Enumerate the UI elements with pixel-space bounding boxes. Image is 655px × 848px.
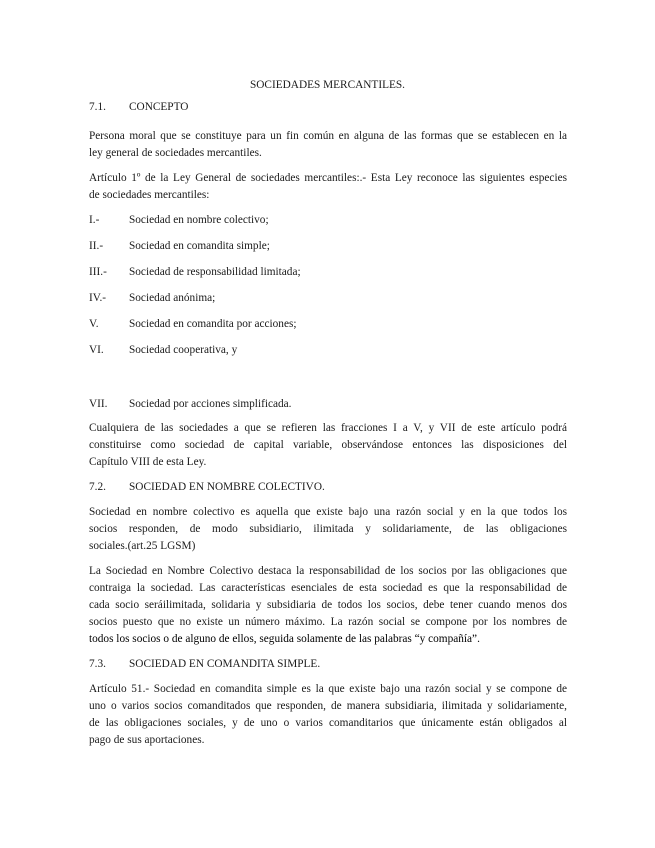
- list-item: Sociedad en comandita por acciones;: [129, 318, 297, 330]
- section-number: 7.3.: [89, 658, 106, 670]
- paragraph-line: cada socio seráilimitada, solidaria y subsidiaria de todos los socios, debe tener cuando menos dos: [89, 599, 567, 611]
- paragraph-line: sociales.(art.25 LGSM): [89, 540, 196, 552]
- paragraph-line: de las obligaciones sociales, y de uno o varios comanditarios que únicamente están obligados al: [89, 717, 567, 729]
- list-number: I.-: [89, 214, 100, 226]
- list-item: Sociedad por acciones simplificada.: [129, 398, 292, 410]
- list-number: II.-: [89, 240, 104, 252]
- list-item: Sociedad en comandita simple;: [129, 240, 270, 252]
- paragraph-line: La Sociedad en Nombre Colectivo destaca la responsabilidad de los socios por las obligaciones que: [89, 565, 567, 577]
- paragraph-line: Capítulo VIII de esta Ley.: [89, 456, 207, 468]
- paragraph-line: contraiga la sociedad. Las características esenciales de esta sociedad es que la responsabilidad de: [89, 582, 567, 594]
- list-item: Sociedad cooperativa, y: [129, 344, 238, 356]
- list-number: V.: [89, 318, 99, 330]
- section-heading: CONCEPTO: [129, 101, 189, 113]
- list-item: Sociedad de responsabilidad limitada;: [129, 266, 301, 278]
- paragraph-line: Persona moral que se constituye para un fin común en alguna de las formas que se establecen en la: [89, 130, 567, 142]
- paragraph-line: socios responden, de modo subsidiario, ilimitada y solidariamente, de las obligaciones: [89, 523, 567, 535]
- paragraph-line: Sociedad en nombre colectivo es aquella que existe bajo una razón social y en la que todos los: [89, 506, 567, 518]
- paragraph-line: Cualquiera de las sociedades a que se refieren las fracciones I a V, y VII de este artículo podrá: [89, 422, 567, 434]
- paragraph-line: Artículo 1º de la Ley General de sociedades mercantiles:.- Esta Ley reconoce las siguientes especies: [89, 172, 567, 184]
- list-number: IV.-: [89, 292, 107, 304]
- paragraph-line: todos los socios o de alguno de ellos, seguida solamente de las palabras “y compañía”.: [89, 633, 480, 645]
- paragraph-line: pago de sus aportaciones.: [89, 734, 205, 746]
- paragraph-line: socios puesto que no existe un número máximo. La razón social se compone por los nombres de: [89, 616, 567, 628]
- list-number: VII.: [89, 398, 108, 410]
- list-item: Sociedad anónima;: [129, 292, 216, 304]
- section-heading: SOCIEDAD EN COMANDITA SIMPLE.: [129, 658, 321, 670]
- list-number: III.-: [89, 266, 107, 278]
- paragraph-line: Artículo 51.- Sociedad en comandita simple es la que existe bajo una razón social y se compone de: [89, 683, 567, 695]
- paragraph-line: de sociedades mercantiles:: [89, 189, 210, 201]
- section-number: 7.2.: [89, 481, 106, 493]
- section-number: 7.1.: [89, 101, 106, 113]
- section-heading: SOCIEDAD EN NOMBRE COLECTIVO.: [129, 481, 325, 493]
- paragraph-line: uno o varios socios comanditados que responden, de manera subsidiaria, ilimitada y solidariamente,: [89, 700, 567, 712]
- list-item: Sociedad en nombre colectivo;: [129, 214, 269, 226]
- document-title: SOCIEDADES MERCANTILES.: [249, 79, 406, 91]
- list-number: VI.: [89, 344, 104, 356]
- paragraph-line: constituirse como sociedad de capital variable, observándose entonces las disposiciones del: [89, 439, 567, 451]
- paragraph-line: ley general de sociedades mercantiles.: [89, 147, 262, 159]
